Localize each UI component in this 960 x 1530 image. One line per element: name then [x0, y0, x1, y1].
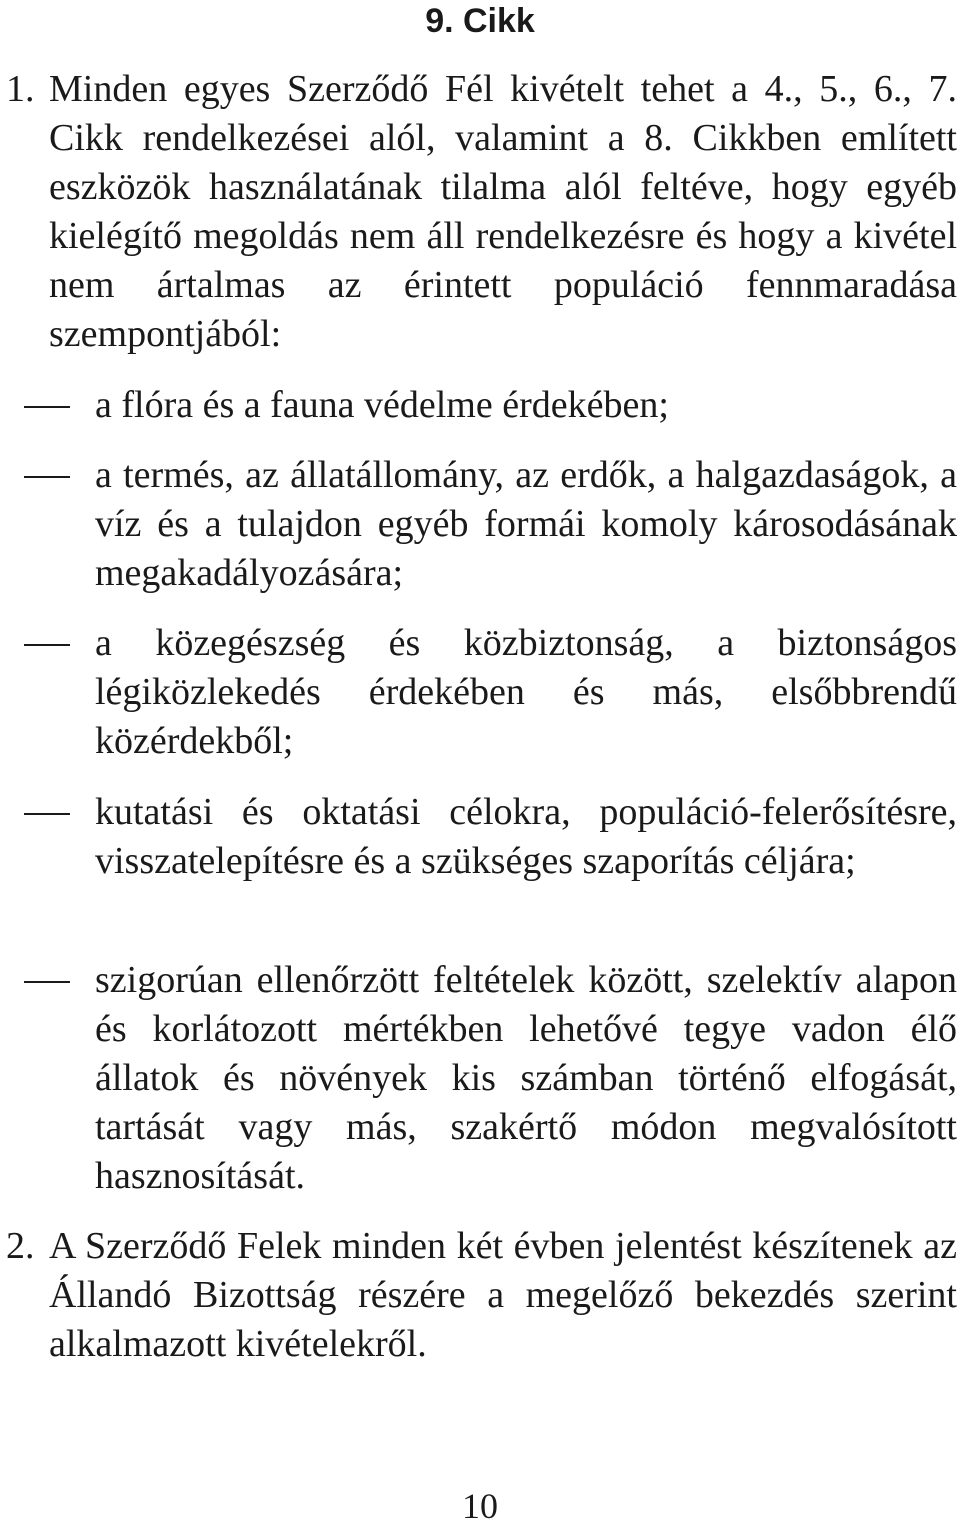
- dash-bullet: [24, 406, 70, 408]
- list-item-text: a termés, az állatállomány, az erdők, a halgazdaságok, a víz és a tulajdon egyéb formái komoly károsodásának megakadályozására;: [95, 454, 957, 594]
- dash-bullet: [24, 981, 70, 983]
- article-title: 9. Cikk: [425, 2, 535, 40]
- list-item-text: a flóra és a fauna védelme érdekében;: [95, 384, 669, 426]
- paragraph-text: Minden egyes Szerződő Fél kivételt tehet a 4., 5., 6., 7. Cikk rendelkezései alól, valamint a 8. Cikkben említett eszközök használatának tilalma alól feltéve, hogy egyéb kielégítő megoldás nem áll rendelkezésre és hogy a kivétel nem ártalmas az érintett populáció fennmaradása szempontjából:: [49, 68, 957, 355]
- dash-bullet: [24, 644, 70, 646]
- paragraph-number: 2.: [6, 1225, 35, 1267]
- paragraph-text: A Szerződő Felek minden két évben jelentést készítenek az Állandó Bizottság részére a megelőző bekezdés szerint alkalmazott kivételekről.: [49, 1225, 957, 1365]
- list-item-text: a közegészség és közbiztonság, a biztonságos légiközlekedés érdekében és más, elsőbbrendű közérdekből;: [95, 622, 957, 762]
- list-item-text: kutatási és oktatási célokra, populáció-felerősítésre, visszatelepítésre és a szükséges szaporítás céljára;: [95, 791, 957, 882]
- dash-bullet: [24, 813, 70, 815]
- list-item-text: szigorúan ellenőrzött feltételek között, szelektív alapon és korlátozott mértékben lehetővé tegye vadon élő állatok és növények kis számban történő elfogását, tartását vagy más, szakértő módon megvalósított hasznosítását.: [95, 959, 957, 1197]
- page-number: 10: [462, 1486, 498, 1526]
- paragraph-number: 1.: [6, 68, 35, 110]
- dash-bullet: [24, 476, 70, 478]
